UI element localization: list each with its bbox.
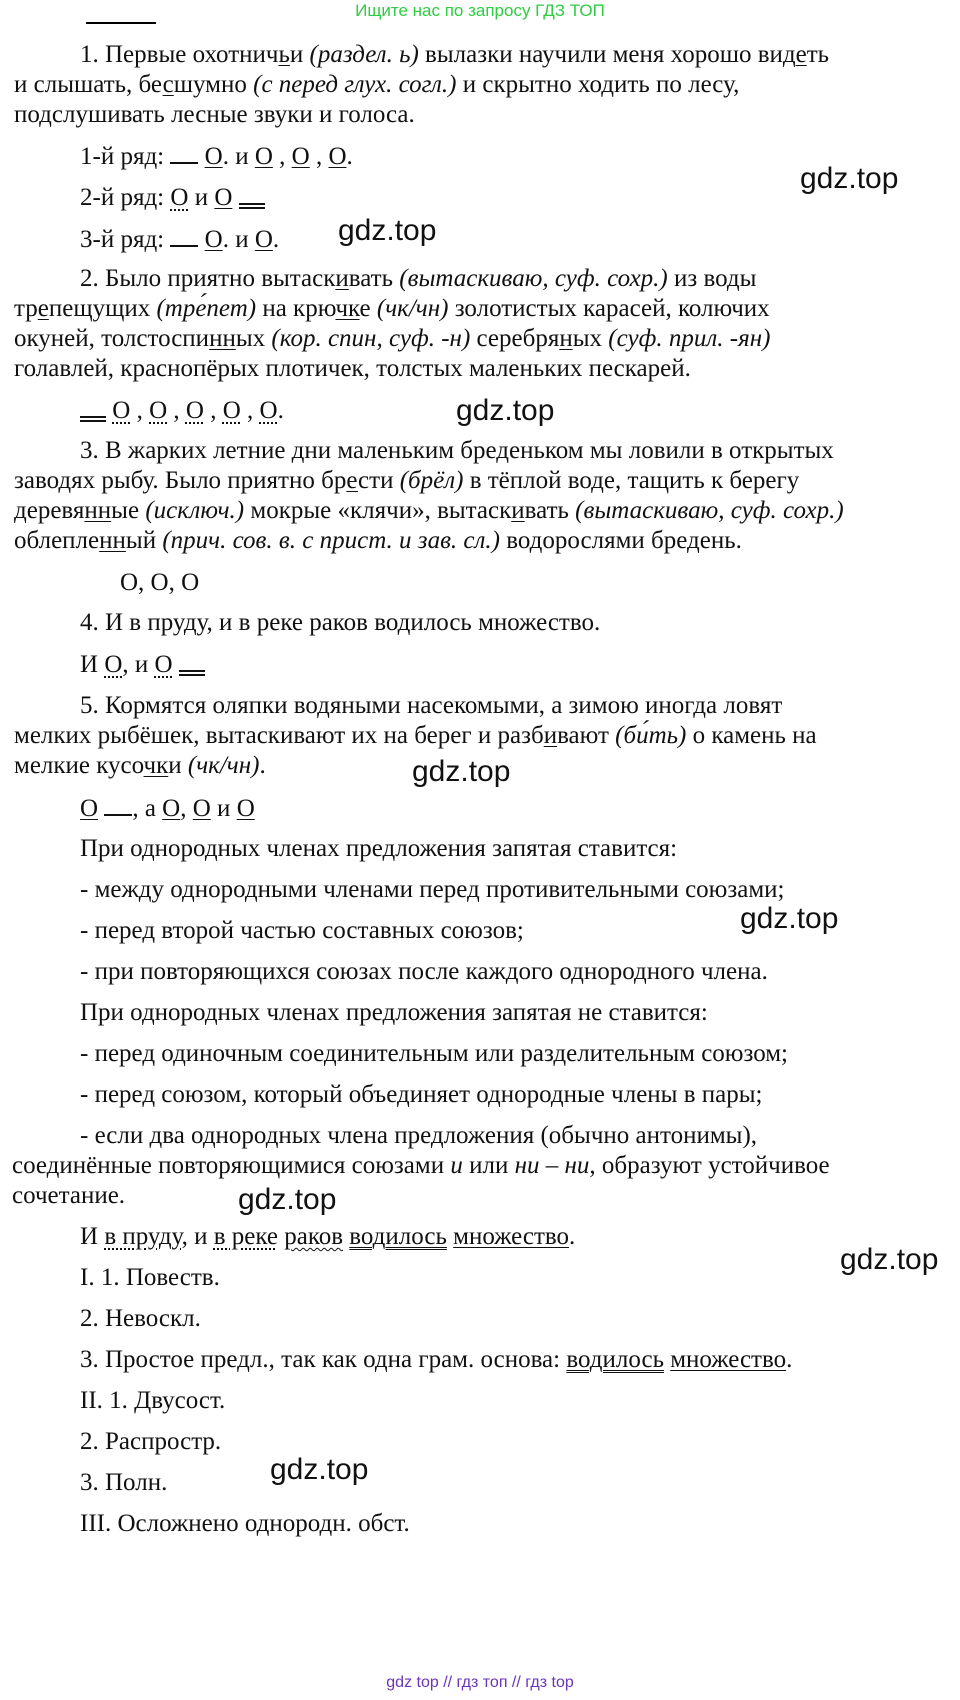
analysis-1-3: 3. Простое предл., так как одна грам. основа: водилось множество. (80, 1346, 793, 1373)
analysis-3: III. Осложнено однородн. обст. (80, 1510, 410, 1537)
watermark: gdz.top (456, 394, 555, 427)
p3-scheme: О, О, О (120, 569, 200, 596)
rule-6-line-2: соединённые повторяющимися союзами и или ни – ни, образуют устойчивое (12, 1152, 830, 1179)
p2-line-1: 2. Было приятно вытаскивать (вытаскиваю, суф. сохр.) из воды (80, 265, 757, 292)
p3-line-2: заводях рыбу. Было приятно брести (брёл) в тёплой воде, тащить к берегу (14, 467, 800, 494)
rule-3: - при повторяющихся союзах после каждого однородного члена. (80, 958, 768, 985)
watermark: gdz.top (412, 755, 511, 788)
watermark: gdz.top (800, 162, 899, 195)
rule-6-line-1: - если два однородных члена предложения (обычно антонимы), (80, 1122, 758, 1149)
p5-line-3: мелкие кусочки (чк/чн). (14, 752, 266, 779)
p1-line-2: и слышать, бесшумно (с перед глух. согл.) и скрытно ходить по лесу, (14, 71, 740, 98)
watermark: gdz.top (840, 1243, 939, 1276)
rule-2: - перед второй частью составных союзов; (80, 917, 524, 944)
search-hint[interactable]: Ищите нас по запросу ГДЗ ТОП (355, 1, 605, 20)
p3-line-3: деревянные (исключ.) мокрые «клячи», вытаскивать (вытаскиваю, суф. сохр.) (14, 497, 844, 524)
p4-line-1: 4. И в пруду, и в реке раков водилось множество. (80, 609, 601, 636)
rule-5: - перед союзом, который объединяет однородные члены в пары; (80, 1081, 763, 1108)
p4-scheme: И О, и О (80, 650, 205, 680)
scheme-row-1: 1-й ряд: О. и О , О , О. (80, 143, 353, 170)
watermark: gdz.top (338, 214, 437, 247)
watermark: gdz.top (270, 1453, 369, 1486)
analysis-sentence: И в пруду, и в реке раков водилось множество. (80, 1223, 576, 1250)
rule-heading-2: При однородных членах предложения запятая не ставится: (80, 999, 708, 1026)
watermark: gdz.top (238, 1183, 337, 1216)
rule-6-line-3: сочетание. (12, 1182, 126, 1209)
scheme-row-2: 2-й ряд: О и О (80, 183, 265, 213)
footer-links[interactable]: gdz top // гдз топ // гдз top (386, 1674, 574, 1691)
p3-line-4: облепленный (прич. сов. в. с прист. и зав. сл.) водорослями бредень. (14, 527, 742, 554)
p2-line-2: трепещущих (тре́пет) на крючке (чк/чн) золотистых карасей, колючих (14, 295, 770, 322)
watermark: gdz.top (740, 902, 839, 935)
p2-line-4: голавлей, краснопёрых плотичек, толстых маленьких пескарей. (14, 355, 691, 382)
p1-line-1: 1. Первые охотничьи (раздел. ь) вылазки научили меня хорошо видеть (80, 41, 830, 68)
p3-line-1: 3. В жарких летние дни маленьким бреденьком мы ловили в открытых (80, 437, 834, 464)
analysis-2-2: 2. Распростр. (80, 1428, 222, 1455)
p1-line-3: подслушивать лесные звуки и голоса. (14, 101, 415, 128)
p5-scheme: О , а О, О и О (80, 795, 255, 822)
p2-line-3: окуней, толстоспинных (кор. спин, суф. -н) серебряных (суф. прил. -ян) (14, 325, 771, 352)
analysis-1-1: I. 1. Повеств. (80, 1264, 220, 1291)
p2-scheme: О , О , О , О , О. (80, 396, 284, 426)
analysis-2-3: 3. Полн. (80, 1469, 168, 1496)
rule-1: - между однородными членами перед противительными союзами; (80, 876, 785, 903)
rule-4: - перед одиночным соединительным или разделительным союзом; (80, 1040, 788, 1067)
p5-line-2: мелких рыбёшек, вытаскивают их на берег и разбивают (би́ть) о камень на (14, 722, 817, 749)
scheme-row-3: 3-й ряд: О. и О. (80, 226, 280, 253)
analysis-2-1: II. 1. Двусост. (80, 1387, 226, 1414)
top-dash-line (86, 22, 156, 24)
p5-line-1: 5. Кормятся оляпки водяными насекомыми, а зимою иногда ловят (80, 692, 783, 719)
rule-heading-1: При однородных членах предложения запятая ставится: (80, 835, 678, 862)
analysis-1-2: 2. Невоскл. (80, 1305, 201, 1332)
